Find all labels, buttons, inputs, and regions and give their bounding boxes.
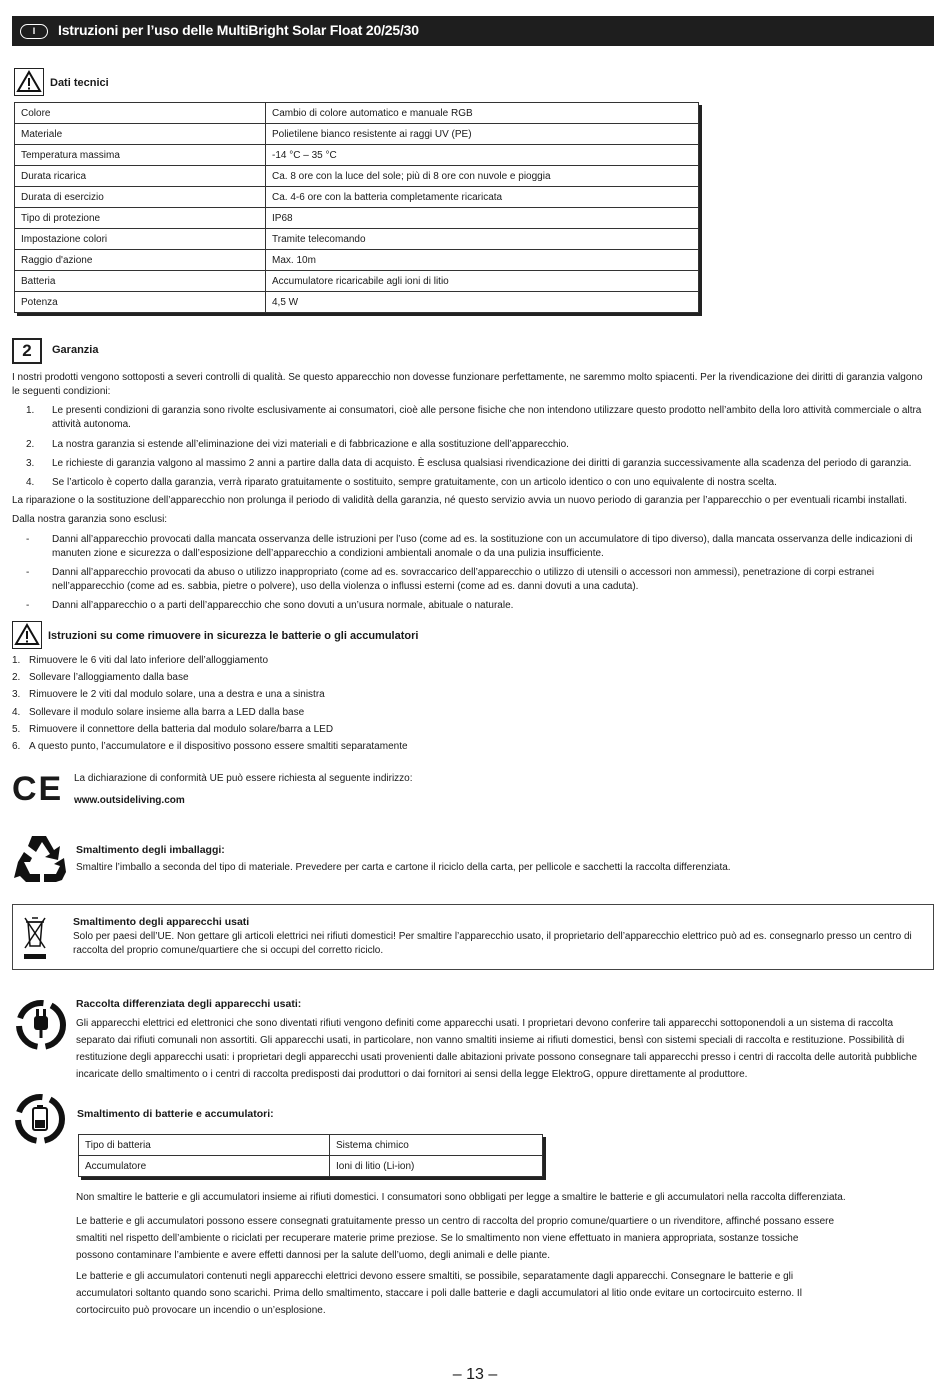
excluded-item-text: Danni all’apparecchio provocati da abuso o utilizzo inappropriato (come ad es. sovraccarico dell’apparecchio o utilizzo di utensili o accessori non ammessi), penetrazione di corpi estranei nell’apparecchio (come ad es. sabbia, pietre o polvere), uso della violenza o influssi esterni (come ad es. danni dovuti a una caduta). bbox=[52, 567, 875, 592]
removal-step-text: Sollevare il modulo solare insieme alla barra a LED dalla base bbox=[29, 706, 305, 718]
removal-step-number: 2. bbox=[12, 672, 21, 684]
excluded-item-text: Danni all’apparecchio o a parti dell’apparecchio che sono dovuti a un’usura normale, abituale o naturale. bbox=[52, 600, 514, 611]
warranty-title: Garanzia bbox=[52, 344, 99, 356]
tech-row-value: Ca. 8 ore con la luce del sole; più di 8 ore con nuvole e pioggia bbox=[266, 166, 699, 187]
plug-recycle-icon bbox=[12, 996, 70, 1057]
tech-row-value: Ca. 4-6 ore con la batteria completamente ricaricata bbox=[266, 187, 699, 208]
removal-step-text: Rimuovere il connettore della batteria dal modulo solare/barra a LED bbox=[29, 723, 334, 735]
repair-note: La riparazione o la sostituzione dell’apparecchio non prolunga il periodo di validità della garanzia, né questo servizio avvia un nuovo periodo di garanzia per l’apparecchio o per eventuali ricambi installati. bbox=[12, 495, 907, 506]
excluded-item-bullet: - bbox=[26, 567, 30, 578]
removal-step-number: 6. bbox=[12, 741, 21, 752]
battery-removal-title: Istruzioni su come rimuovere in sicurezza le batterie o gli accumulatori bbox=[48, 630, 419, 642]
crossed-bin-icon bbox=[22, 914, 48, 965]
tech-row-label: Temperatura massima bbox=[15, 145, 266, 166]
tech-row-label: Colore bbox=[15, 103, 266, 124]
page-number: – 13 – bbox=[452, 1366, 498, 1383]
tech-row bbox=[15, 229, 699, 250]
battery-type-table bbox=[78, 1134, 543, 1177]
warranty-intro: I nostri prodotti vengono sottoposti a severi controlli di qualità. Se questo apparecchio non dovesse funzionare perfettamente, ne saremmo molto spiacenti. Per la rivendicazione dei diritti di garanzia valgono le seguenti condizioni: bbox=[12, 372, 923, 397]
tech-row-value: Cambio di colore automatico e manuale RGB bbox=[266, 103, 699, 124]
tech-row-label: Impostazione colori bbox=[15, 229, 266, 250]
tech-row-label: Batteria bbox=[15, 271, 266, 292]
tech-data-title: Dati tecnici bbox=[50, 77, 109, 89]
warning-icon bbox=[14, 68, 44, 96]
battery-table-cell: Sistema chimico bbox=[330, 1135, 543, 1156]
battery-table-row bbox=[79, 1156, 543, 1177]
tech-row-label: Tipo di protezione bbox=[15, 208, 266, 229]
warning-icon bbox=[12, 621, 42, 649]
warranty-item-text: La nostra garanzia si estende all’eliminazione dei vizi materiali e di fabbricazione e alla sostituzione dell’apparecchio. bbox=[52, 439, 569, 450]
page-title: Istruzioni per l’uso delle MultiBright Solar Float 20/25/30 bbox=[58, 22, 419, 38]
battery-table-cell: Tipo di batteria bbox=[79, 1135, 330, 1156]
tech-row-label: Materiale bbox=[15, 124, 266, 145]
removal-step-number: 4. bbox=[12, 706, 21, 718]
tech-row bbox=[15, 271, 699, 292]
removal-step-text: A questo punto, l’accumulatore e il dispositivo possono essere smaltiti separatamente bbox=[29, 741, 408, 752]
packaging-title: Smaltimento degli imballaggi: bbox=[76, 844, 225, 856]
excluded-item-text: Danni all’apparecchio provocati dalla mancata osservanza delle istruzioni per l’uso (come ad es. la sostituzione con un accumulatore di tipo diverso), dalla mancata osservanza delle indicazioni di manuten zione e sicurezza o dall’esposizione dell’apparecchio a condizioni ambientali anomale o da una pulizia insufficiente. bbox=[52, 534, 913, 559]
batteries-paragraph-3: Le batterie e gli accumulatori contenuti negli apparecchi elettrici devono essere smaltiti, se possibile, separatamente dagli apparecchi. Consegnare le batterie e gli accumulatori soltanto quando sono scarichi. Prima dello smaltimento, staccare i poli dalle batterie e dagli accumulatori al litio onde evitare un cortocircuito esterno. Il cortocircuito può provocare un incendio o un’esplosione. bbox=[76, 1271, 802, 1316]
battery-table-cell: Ioni di litio (Li-ion) bbox=[330, 1156, 543, 1177]
used-devices-title: Smaltimento degli apparecchi usati bbox=[73, 916, 250, 928]
tech-row-value: Polietilene bianco resistente ai raggi UV (PE) bbox=[266, 124, 699, 145]
battery-table-row bbox=[79, 1135, 543, 1156]
tech-row bbox=[15, 124, 699, 145]
tech-row bbox=[15, 166, 699, 187]
ce-url-link[interactable]: www.outsideliving.com bbox=[74, 795, 185, 806]
tech-row-label: Durata ricarica bbox=[15, 166, 266, 187]
tech-row-label: Raggio d'azione bbox=[15, 250, 266, 271]
warranty-item-number: 4. bbox=[26, 477, 35, 488]
tech-row-value: Max. 10m bbox=[266, 250, 699, 271]
ce-mark-icon: CE bbox=[12, 770, 64, 808]
battery-table-cell: Accumulatore bbox=[79, 1156, 330, 1177]
header-bar bbox=[12, 16, 934, 46]
collection-text: Gli apparecchi elettrici ed elettronici che sono diventati rifiuti vengono definiti come apparecchi usati. I proprietari devono conferire tali apparecchi sottoponendoli a un sistema di raccolta separato dai rifiuti comunali non assortiti. Gli apparecchi usati, in particolare, non vanno smaltiti insieme ai rifiuti domestici, bensì con sistemi speciali di raccolta e restituzione. Possibilità di restituzione degli apparecchi usati: i proprietari degli apparecchi usati provenienti dalle abitazioni private possono consegnare tali apparecchi presso i centri di raccolta delle autorità pubbliche incaricate dello smaltimento o i centri di raccolta predisposti dai produttori o dai fornitori ai sensi della legge ElektroG, oppure direttamente al produttore. bbox=[76, 1018, 918, 1080]
tech-row bbox=[15, 145, 699, 166]
tech-row-label: Durata di esercizio bbox=[15, 187, 266, 208]
tech-row bbox=[15, 250, 699, 271]
removal-step-number: 1. bbox=[12, 655, 21, 666]
excluded-item-bullet: - bbox=[26, 600, 30, 611]
tech-row-value: IP68 bbox=[266, 208, 699, 229]
tech-row-value: Accumulatore ricaricabile agli ioni di litio bbox=[266, 271, 699, 292]
tech-row bbox=[15, 292, 699, 313]
batteries-title: Smaltimento di batterie e accumulatori: bbox=[77, 1108, 274, 1120]
batteries-paragraph-1: Non smaltire le batterie e gli accumulatori insieme ai rifiuti domestici. I consumatori sono obbligati per legge a smaltire le batterie e gli accumulatori nella raccolta differenziata. bbox=[76, 1192, 846, 1203]
used-devices-text: Solo per paesi dell’UE. Non gettare gli articoli elettrici nei rifiuti domestici! Per smaltire l’apparecchio usato, il proprietario dell’apparecchio elettrico può ad es. consegnarlo presso un centro di raccolta del proprio comune/quartiere che si occupi del corretto riciclo. bbox=[73, 931, 912, 956]
removal-step-text: Rimuovere le 2 viti dal modulo solare, una a destra e una a sinistra bbox=[29, 689, 325, 701]
warranty-item-number: 3. bbox=[26, 458, 35, 469]
recycle-icon bbox=[10, 832, 68, 889]
removal-step-text: Sollevare l’alloggiamento dalla base bbox=[29, 672, 189, 684]
excluded-item-bullet: - bbox=[26, 534, 30, 545]
removal-step-number: 3. bbox=[12, 689, 21, 701]
ce-text: La dichiarazione di conformità UE può essere richiesta al seguente indirizzo: bbox=[74, 773, 413, 784]
tech-row bbox=[15, 187, 699, 208]
tech-row-label: Potenza bbox=[15, 292, 266, 313]
warranty-item-number: 2. bbox=[26, 439, 35, 450]
removal-step-number: 5. bbox=[12, 723, 21, 735]
tech-row bbox=[15, 208, 699, 229]
warranty-item-text: Le presenti condizioni di garanzia sono rivolte esclusivamente ai consumatori, cioè alle persone fisiche che non intendono utilizzare questo prodotto nell’ambito della loro attività commerciale o altra attività autonoma. bbox=[52, 405, 922, 430]
collection-title: Raccolta differenziata degli apparecchi usati: bbox=[76, 998, 302, 1010]
warranty-item-text: Se l’articolo è coperto dalla garanzia, verrà riparato gratuitamente o sostituito, sempre gratuitamente, con un articolo identico o con uno equivalente di nostra scelta. bbox=[52, 477, 777, 488]
tech-row-value: 4,5 W bbox=[266, 292, 699, 313]
battery-recycle-icon bbox=[10, 1090, 70, 1151]
language-badge: I bbox=[20, 24, 48, 39]
tech-data-table bbox=[14, 102, 699, 313]
tech-row bbox=[15, 103, 699, 124]
batteries-paragraph-2: Le batterie e gli accumulatori possono essere consegnati gratuitamente presso un centro di raccolta del proprio comune/quartiere o un rivenditore, affinché possano essere smaltiti nel rispetto dell’ambiente o riciclati per recuperare materie prime preziose. Se lo smaltimento non viene effettuato in maniera appropriata, sostanze tossiche possono contaminare l’ambiente e avere effetti dannosi per la salute dell’uomo, degli animali e delle piante. bbox=[76, 1216, 835, 1261]
warranty-item-text: Le richieste di garanzia valgono al massimo 2 anni a partire dalla data di acquisto. È esclusa qualsiasi rivendicazione dei diritti di garanzia successivamente alla scadenza del periodo di garanzia. bbox=[52, 458, 912, 469]
packaging-text: Smaltire l’imballo a seconda del tipo di materiale. Prevedere per carta e cartone il riciclo della carta, per pellicole e sacchetti la raccolta differenziata. bbox=[76, 862, 731, 873]
warranty-item-number: 1. bbox=[26, 405, 35, 416]
section-number-icon: 2 bbox=[12, 338, 42, 364]
removal-step-text: Rimuovere le 6 viti dal lato inferiore dell’alloggiamento bbox=[29, 655, 269, 666]
tech-row-value: -14 °C – 35 °C bbox=[266, 145, 699, 166]
tech-row-value: Tramite telecomando bbox=[266, 229, 699, 250]
excluded-title: Dalla nostra garanzia sono esclusi: bbox=[12, 514, 168, 525]
